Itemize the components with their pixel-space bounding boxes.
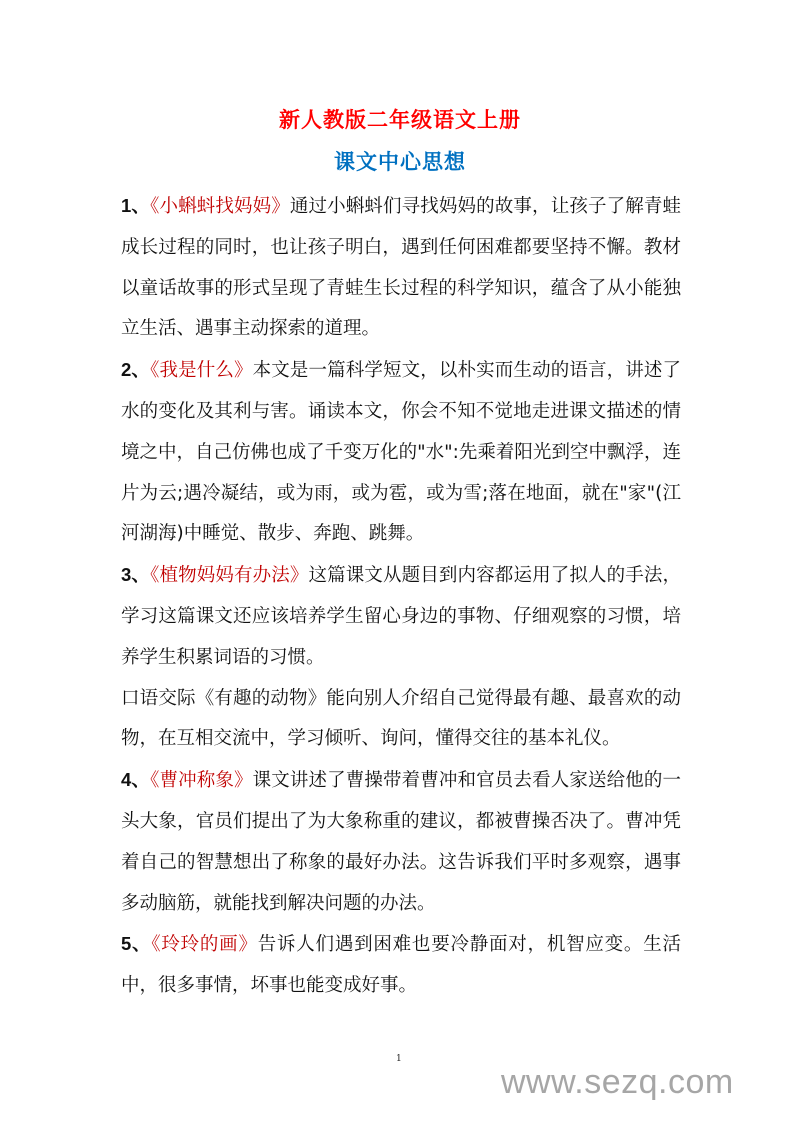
item-number: 3、 (121, 564, 151, 586)
lesson-title: 《植物妈妈有办法》 (150, 565, 309, 587)
item-number: 1、 (121, 195, 151, 216)
item-number: 2、 (121, 359, 151, 381)
paragraph-1 (121, 186, 681, 350)
watermark: www.sezq.com (501, 1063, 734, 1101)
paragraph-text: 口语交际《有趣的动物》能向别人介绍自己觉得最有趣、最喜欢的动物，在互相交流中，学习倾听、询问，懂得交往的基本礼仪。 (121, 687, 681, 750)
lesson-title: 《曹冲称象》 (150, 770, 253, 792)
paragraph-text: 通过小蝌蚪们寻找妈妈的故事，让孩子了解青蛙成长过程的同时，也让孩子明白，遇到任何困难都要坚持不懈。教材以童话故事的形式呈现了青蛙生长过程的科学知识，蕴含了从小能独立生活、遇事主动探索的道理。 (121, 196, 681, 340)
document-subtitle: 课文中心思想 (334, 150, 466, 174)
page-number: 1 (396, 1054, 402, 1064)
item-number: 5、 (121, 933, 152, 955)
paragraph-text: 课文讲述了曹操带着曹冲和官员去看人家送给他的一头大象，官员们提出了为大象称重的建议，都被曹操否决了。曹冲凭着自己的智慧想出了称象的最好办法。这告诉我们平时多观察，遇事多动脑筋，就能找到解决问题的办法。 (121, 770, 681, 914)
document-title: 新人教版二年级语文上册 (279, 108, 521, 132)
paragraph-oral (121, 679, 681, 761)
document-body (121, 186, 681, 1007)
paragraph-text: 告诉人们遇到困难也要冷静面对，机智应变。生活中，很多事情，坏事也能变成好事。 (121, 934, 681, 997)
paragraph-3 (121, 555, 681, 678)
lesson-title: 《小蝌蚪找妈妈》 (150, 196, 290, 217)
lesson-title: 《玲玲的画》 (151, 934, 258, 956)
paragraph-text: 本文是一篇科学短文，以朴实而生动的语言，讲述了水的变化及其利与害。诵读本文，你会不知不觉地走进课文描述的情境之中，自己仿佛也成了千变万化的"水":先乘着阳光到空中飘浮，连片为云;遇冷凝结，或为雨，或为雹，或为雪;落在地面，就在"家"(江河湖海)中睡觉、散步、奔跑、跳舞。 (121, 360, 681, 545)
paragraph-2 (121, 350, 681, 555)
paragraph-5 (121, 924, 681, 1007)
paragraph-text: 这篇课文从题目到内容都运用了拟人的手法，学习这篇课文还应该培养学生留心身边的事物、仔细观察的习惯，培养学生积累词语的习惯。 (121, 565, 681, 668)
lesson-title: 《我是什么》 (150, 360, 253, 382)
paragraph-4 (121, 760, 681, 924)
item-number: 4、 (121, 769, 151, 791)
